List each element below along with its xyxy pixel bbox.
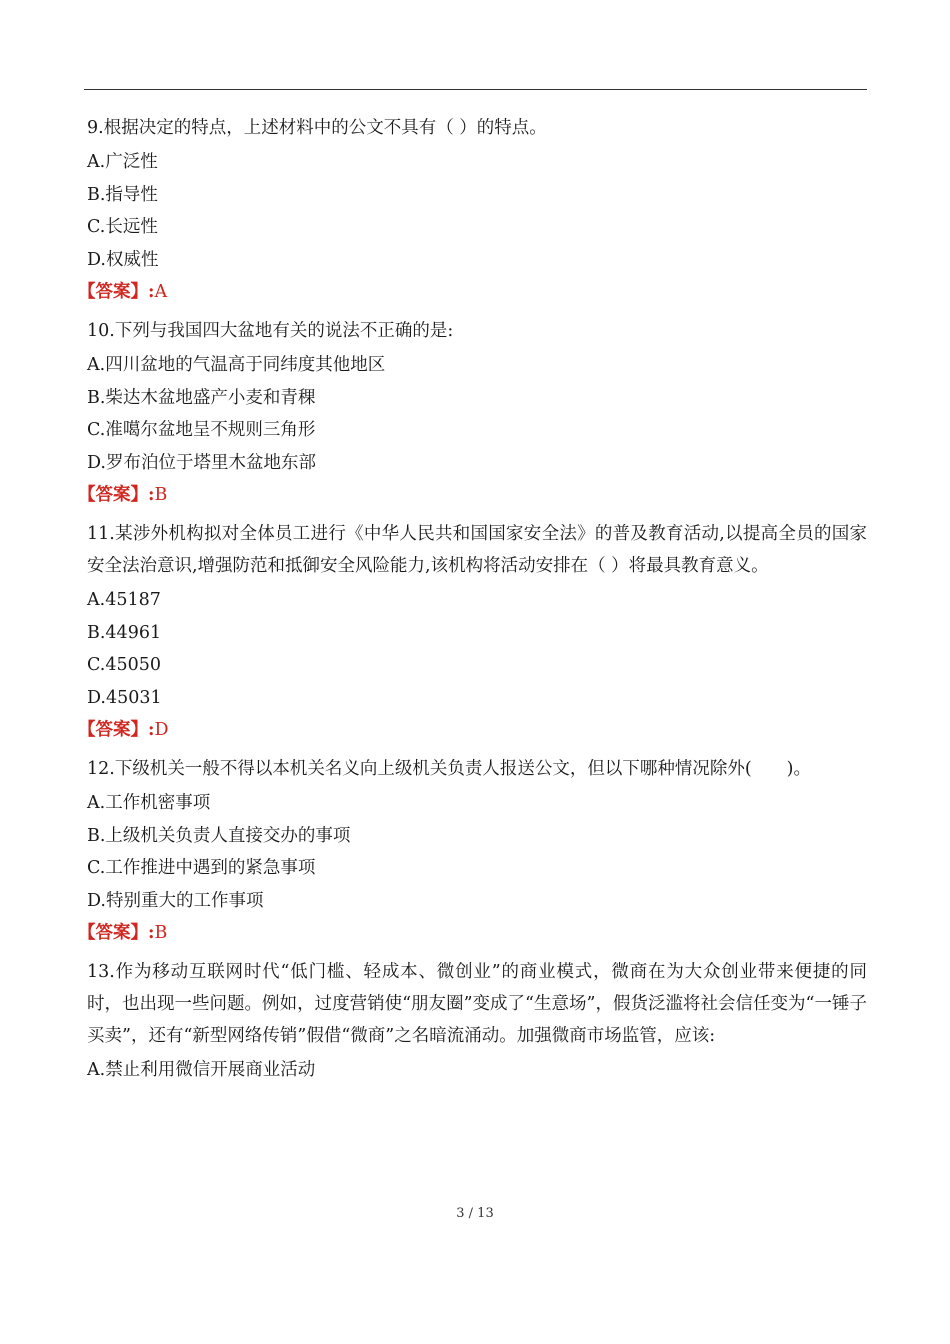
- answer-label: 【答案】:: [78, 923, 155, 943]
- option-b: B.柴达木盆地盛产小麦和青稞: [87, 387, 316, 408]
- answer-value: A: [154, 282, 168, 302]
- option-a: A.四川盆地的气温高于同纬度其他地区: [87, 355, 386, 375]
- option-a: A.广泛性: [87, 152, 158, 172]
- option-d: D.特别重大的工作事项: [87, 890, 264, 911]
- answer-value: B: [154, 485, 168, 505]
- answer-line: [78, 714, 867, 747]
- option-a: A.工作机密事项: [87, 793, 211, 813]
- document-body: [78, 112, 867, 1087]
- question-stem: 13.作为移动互联网时代“低门槛、轻成本、微创业”的商业模式，微商在为大众创业带来便捷的同时，也出现一些问题。例如，过度营销使“朋友圈”变成了“生意场”，假货泛滥将社会信任变为“一锤子买卖”，还有“新型网络传销”假借“微商”之名暗流涌动。加强微商市场监管，应该:: [87, 962, 867, 1046]
- question-13: [87, 956, 867, 1087]
- option-a: A.禁止利用微信开展商业活动: [87, 1060, 316, 1080]
- answer-value: B: [154, 923, 168, 943]
- question-9: [78, 112, 867, 309]
- question-11: [78, 518, 867, 747]
- option-b: B.上级机关负责人直接交办的事项: [87, 825, 351, 846]
- question-10: [78, 315, 867, 512]
- answer-label: 【答案】:: [78, 485, 155, 505]
- option-c: C.准噶尔盆地呈不规则三角形: [87, 420, 316, 440]
- question-stem: 11.某涉外机构拟对全体员工进行《中华人民共和国国家安全法》的普及教育活动,以提高全员的国家安全法治意识,增强防范和抵御安全风险能力,该机构将活动安排在（ ）将最具教育意义。: [87, 524, 867, 576]
- header-rule: [84, 89, 867, 90]
- option-d: D.权威性: [87, 249, 159, 270]
- option-c: C.长远性: [87, 217, 158, 237]
- option-c: C.45050: [87, 655, 161, 675]
- option-b: B.指导性: [87, 184, 158, 205]
- question-stem: 9.根据决定的特点，上述材料中的公文不具有（ ）的特点。: [87, 118, 547, 138]
- option-a: A.45187: [87, 590, 161, 610]
- option-d: D.罗布泊位于塔里木盆地东部: [87, 452, 316, 473]
- option-c: C.工作推进中遇到的紧急事项: [87, 858, 316, 878]
- answer-line: [78, 276, 867, 309]
- option-d: D.45031: [87, 687, 162, 708]
- answer-line: [78, 917, 867, 950]
- question-stem: 10.下列与我国四大盆地有关的说法不正确的是:: [87, 321, 454, 341]
- option-b: B.44961: [87, 622, 162, 643]
- answer-value: D: [154, 720, 169, 740]
- question-stem: 12.下级机关一般不得以本机关名义向上级机关负责人报送公文，但以下哪种情况除外( )。: [87, 759, 811, 779]
- answer-line: [78, 479, 867, 512]
- answer-label: 【答案】:: [78, 282, 155, 302]
- answer-label: 【答案】:: [78, 720, 155, 740]
- question-12: [78, 753, 867, 950]
- page-number: 3 / 13: [456, 1206, 494, 1221]
